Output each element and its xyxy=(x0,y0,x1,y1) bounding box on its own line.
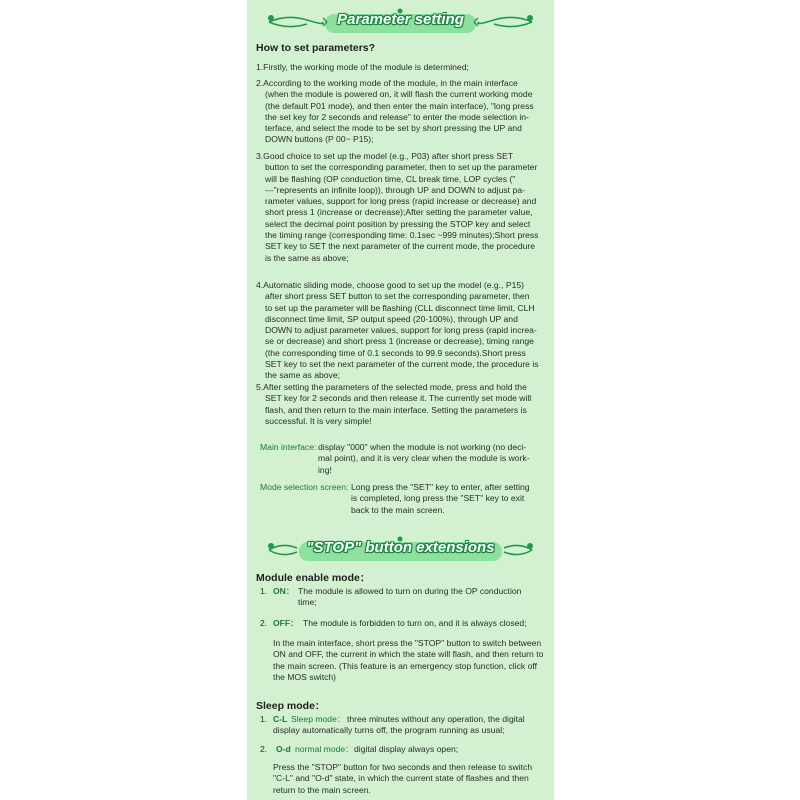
od-mode-name: normal mode： xyxy=(295,744,354,754)
banner-title: Parameter setting xyxy=(337,11,464,28)
paragraph-5: 5.After setting the parameters of the selected mode, press and hold the SET key for 2 seconds and then release it. The currently set mode will flash, and then return to the main interface. Setting the parameters is successful. It is very simple! xyxy=(256,382,532,426)
main-interface-label: Main interface: xyxy=(260,442,317,452)
paragraph-1: 1.Firstly, the working mode of the module is determined; xyxy=(256,62,469,72)
od-item-number: 2. xyxy=(260,744,268,754)
section-banner-parameter-setting xyxy=(247,8,554,36)
on-description: The module is allowed to turn on during the OP conduction time; xyxy=(298,586,522,608)
paragraph-3: 3.Good choice to set up the model (e.g., P03) after short press SET button to set the corresponding parameter, then to set up the parameter will be flashing (OP conduction time, CL break time, LOP cycles (" ---"represents an infinite loop)), through UP and DOWN to adjust pa- rameter values, support for long press (rapid increase or decrease) and short press 1 (increase or decrease);After setting the parameter value, select the decimal point position by pressing the STOP key and select the timing range (corresponding time: 0.1sec ~999 minutes);Short press SET key to SET the next parameter of the current mode, the procedure is the same as above; xyxy=(256,151,539,263)
mode-selection-label: Mode selection screen: xyxy=(260,482,349,492)
paragraph-2: 2.According to the working mode of the module, in the main interface (when the module is powered on, it will flash the current working mode (the default P01 mode), and then enter the main interface), "long press the set key for 2 seconds and release" to enter the mode selection in- terface, and select the mode to be set by short pressing the UP and DOWN buttons (P 00~ P15); xyxy=(256,78,534,145)
cl-item-number: 1. xyxy=(260,714,268,724)
od-description: digital display always open; xyxy=(354,744,459,754)
module-enable-heading: Module enable mode： xyxy=(256,572,371,584)
od-label: O-d xyxy=(276,744,291,754)
on-label: ON： xyxy=(273,586,295,596)
main-interface-description: display "000" when the module is not working (no deci- mal point), and it is very clear when the module is work- ing! xyxy=(318,442,530,475)
section-heading: How to set parameters? xyxy=(256,42,376,54)
cl-description: three minutes without any operation, the digital display automatically turns off, the program running as usual; xyxy=(273,714,525,736)
paragraph-4: 4.Automatic sliding mode, choose good to set up the model (e.g., P15) after short press SET button to set the corresponding parameter, then to set up the parameter will be flashing (CLL disconnect time limit, CLH disconnect time limit, SP output speed (20-100%), through UP and DOWN to adjust parameter values, support for long press (rapid increa- se or decrease) and short press 1 (increase or decrease), timing range (the corresponding time of 0.1 seconds to 99.9 seconds).Short press SET key to set the next parameter of the current mode, the procedure is the same as above; xyxy=(256,280,539,381)
mode-selection-description: Long press the "SET" key to enter, after setting is completed, long press the "SET" key to exit back to the main screen. xyxy=(351,482,530,515)
sleep-mode-heading: Sleep mode： xyxy=(256,700,326,712)
off-item-number: 2. xyxy=(260,618,268,628)
sleep-switch-description: Press the "STOP" button for two seconds and then release to switch "C-L" and "O-d" state, in which the current state of flashes and then return to the main screen. xyxy=(273,762,533,795)
off-description: The module is forbidden to turn on, and it is always closed; xyxy=(303,618,527,628)
on-item-number: 1. xyxy=(260,586,268,596)
off-label: OFF： xyxy=(273,618,299,628)
instruction-strip xyxy=(247,0,554,800)
stop-switch-description: In the main interface, short press the "STOP" button to switch between ON and OFF, the current in which the state will flash, and then return to the main screen. (This feature is an emergency stop function, click off the MOS switch) xyxy=(273,638,544,682)
banner-title: "STOP" button extensions xyxy=(306,539,495,556)
cl-mode-name: Sleep mode： xyxy=(291,714,346,724)
cl-label: C-L xyxy=(273,714,288,724)
section-banner-stop-button xyxy=(247,536,554,564)
